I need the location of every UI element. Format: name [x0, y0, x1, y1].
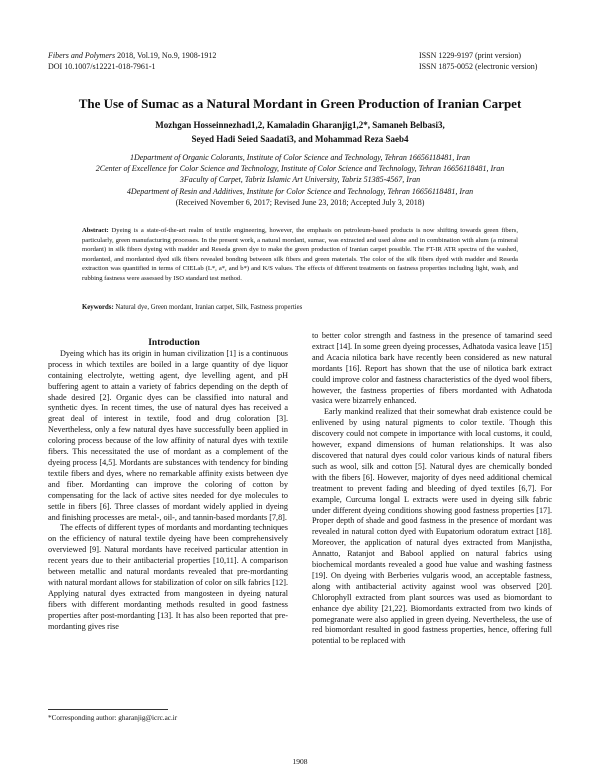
authors-line-2: Seyed Hadi Seied Saadati3, and Mohammad Reza Saeb4 — [191, 134, 409, 144]
authors — [0, 118, 600, 146]
doi[interactable]: DOI 10.1007/s12221-018-7961-1 — [48, 62, 156, 71]
abstract — [82, 226, 518, 284]
left-paragraph-2: The effects of different types of mordants and mordanting techniques on the efficiency of natural textile dyeing have been comprehensively overviewed [9]. Natural mordants have received particular attention in recent years due to their antibacterial properties [10,11]. A comparison between metallic and natural mordants revealed that pre-mordanting with natural mordant allows for stabilization of color on silk fabrics [12]. Applying natural dyes extracted from mangosteen in dyeing natural fibers with different mordanting methods resulted in good fastness properties after post-mordanting [13]. It has also been reported that pre-mordanting gives rise — [48, 523, 288, 631]
right-paragraph-1: to better color strength and fastness in the presence of tamarind seed extract [14]. In some green dyeing processes, Adhatoda vasica leave [15] and Acacia nilotica bark have recently been considered as new natural mordants [16]. Report has shown that the use of nilotica bark extract could improve color and fastness characteristics of the dyed wool fibers, however, the fastness properties of fibers mordanted with Adhatoda vasica were bizarrely enhanced. — [312, 331, 552, 406]
section-title: Introduction — [148, 338, 200, 348]
left-paragraph-1: Dyeing which has its origin in human civilization [1] is a continuous process in which textiles are boiled in a large quantity of dye liquor containing electrolyte, wetting agent, dye levelling agent, and pH buffering agent to attain a variety of fabrics depending on the depth of shade desired [2]. Organic dyes can be classified into natural and synthetic dyes. In recent times, the use of natural dyes has received a great deal of interest in textile, food and drug coloration [3]. Nevertheless, only a few natural dyes have successfully been applied in coloring process because of the low affinity of natural dyes with textile fibers. This necessitated the use of mordant as a complement of the dyeing process [4,5]. Mordants are substances with tendency for binding textile fibers and dyes, where no remarkable affinity exists between dye and fiber. Mordanting can improve the coloring of cotton by compensating for the lack of active sites needed for dye molecules to settle in fibers [6]. Three classes of mordant widely applied in dyeing and finishing processes are metal-, oil-, and tannin-based mordants [7,8]. — [48, 348, 288, 522]
footnote-divider — [48, 709, 168, 710]
abstract-label: Abstract: — [82, 227, 109, 234]
issn-block — [419, 50, 537, 72]
affiliation-2: 2Center of Excellence for Color Science and Technology, Institute of Color Science and Technology, Tehran 16656118481, Iran — [95, 164, 505, 174]
issn-electronic: ISSN 1875-0052 (electronic version) — [419, 62, 538, 71]
right-column — [312, 331, 552, 647]
corresponding-author-footnote: *Corresponding author: gharanjig@icrc.ac.ir — [48, 714, 178, 722]
issn-print: ISSN 1229-9197 (print version) — [419, 51, 521, 60]
keywords-text: Natural dye, Green mordant, Iranian carpet, Silk, Fastness properties — [115, 304, 303, 311]
keywords-label: Keywords: — [82, 304, 114, 311]
keywords — [82, 304, 518, 311]
journal-name: Fibers and Polymers — [48, 51, 116, 60]
right-paragraph-2: Early mankind realized that their somewhat drab existence could be enlivened by using natural pigments to color textile. Though this discovery could not compete in importance with local customs, it could, however, expand dimensions of human relationships. It was also discovered that natural dyes could color various kinds of natural fibers such as wool, silk and cotton [5]. Natural dyes are chemically bonded with the fibers [6]. However, majority of dyes need additional chemical treatment to prevent fading and bleeding of dyed textiles [6,7]. For example, Curcuma longal L extracts were used in dyeing silk fabric under different dyeing conditions showing good fastness properties [17]. Proper depth of shade and good fastness in the presence of mordant was revealed in natural cotton dyed with Eupatorium odoratum extract [18]. Moreover, the application of natural dyes extracted from Manjistha, Annatto, Ratanjot and Babool applied on natural fabrics using biochemical mordants revealed a good hue value and washing fastness [19]. On dyeing with Berberies vulgaris wood, an acceptable fastness, along with antibacterial activity against wool was observed [20]. Chlorophyll extracted from plant sources was used as biomordant to enhance dye ability [21,22]. Biomordants extracted from two kinds of pomegranate were also applied in green dyeing. Nevertheless, the use of red biomordant resulted in good fastness properties, hence, offering full potential to be replaced with — [312, 407, 552, 646]
left-column — [48, 338, 288, 632]
received-dates: (Received November 6, 2017; Revised June 23, 2018; Accepted July 3, 2018) — [175, 197, 425, 207]
affiliation-4: 4Department of Resin and Additives, Institute for Color Science and Technology, Tehran 16656118481, Iran — [126, 186, 474, 196]
journal-citation: 2018, Vol.19, No.9, 1908-1912 — [117, 51, 217, 60]
affiliations — [0, 152, 600, 208]
paper-title: The Use of Sumac as a Natural Mordant in Green Production of Iranian Carpet — [78, 96, 522, 111]
affiliation-1: 1Department of Organic Colorants, Institute of Color Science and Technology, Tehran 16656118481, Iran — [129, 153, 471, 162]
authors-line-1: Mozhgan Hosseinnezhad1,2, Kamaladin Gharanjig1,2*, Samaneh Belbasi3, — [155, 120, 445, 130]
page-number: 1908 — [292, 757, 308, 766]
affiliation-3: 3Faculty of Carpet, Tabriz Islamic Art University, Tabriz 51385-4567, Iran — [179, 175, 421, 185]
journal-header — [48, 50, 216, 72]
abstract-text: Dyeing is a state-of-the-art realm of textile engineering, however, the emphasis on petroleum-based products is now shifting towards green fibers, particularly, green manufacturing processes. In the present work, a natural mordant, sumac, was extracted and used alone and in combination with alum (a mineral mordant) in silk fibers dyeing with madder and Reseda green dye to make the green production of Iranian carpet possible. The FT-IR ATR spectra of the washed, mordanted, and mordanted dyed silk fibers revealed bonding between silk fibers and green materials. The color of the silk fibers dyed with madder and Reseda extraction was quantified in terms of CIELab (L*, a*, and b*) and K/S values. The effects of different treatments on fastness properties including light, wash, and rubbing fastness were assessed by ISO standard test method. — [82, 227, 518, 282]
